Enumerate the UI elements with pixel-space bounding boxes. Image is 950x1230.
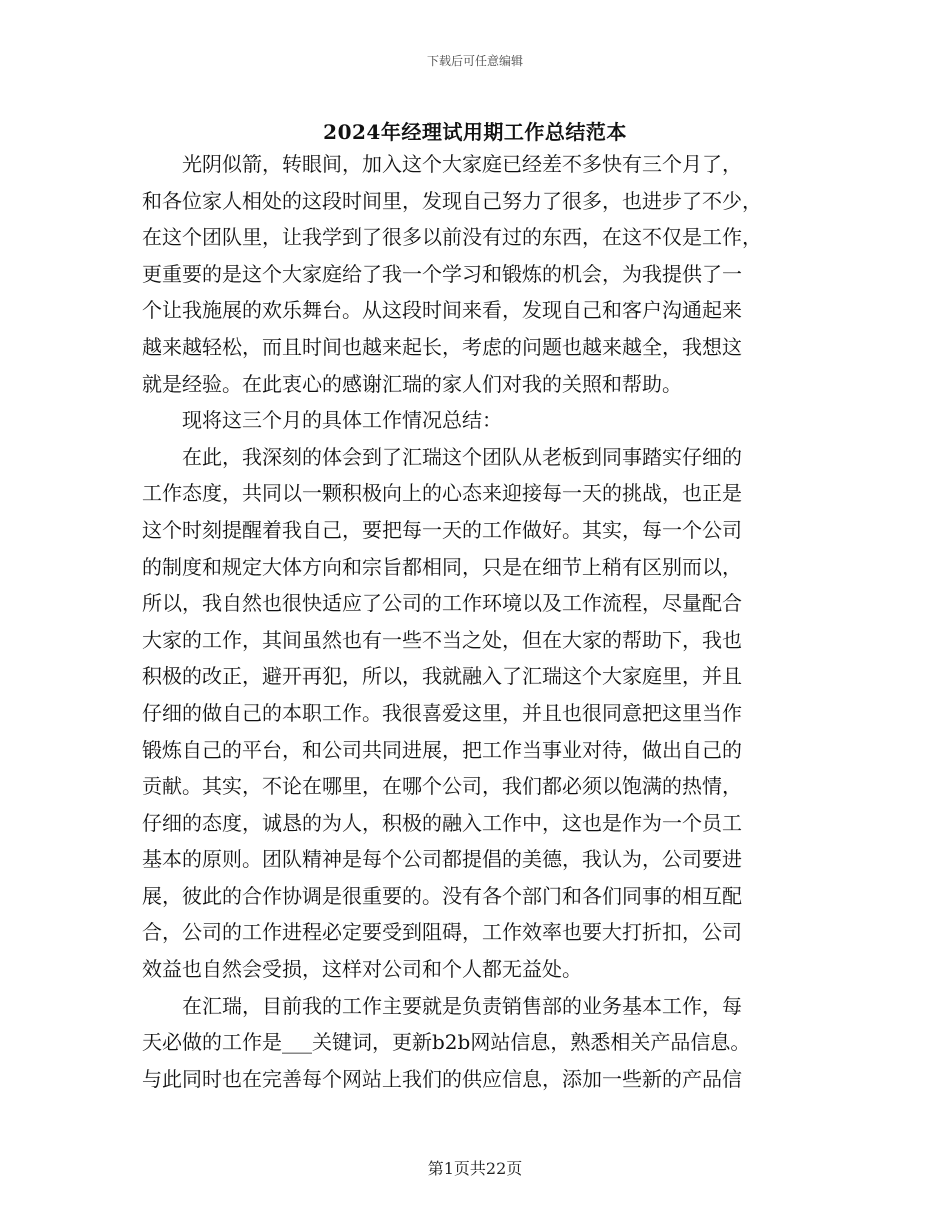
document-title: 2024年经理试用期工作总结范本 (323, 120, 627, 144)
text-line: 工作态度，共同以一颗积极向上的心态来迎接每一天的挑战，也正是 (142, 481, 742, 506)
text-line: 天必做的工作是___关键词，更新b2b网站信息，熟悉相关产品信息。 (142, 1030, 751, 1055)
text-line: 展，彼此的合作协调是很重要的。没有各个部门和各们同事的相互配 (142, 883, 742, 908)
text-line: 仔细的态度，诚恳的为人，积极的融入工作中，这也是作为一个员工 (142, 810, 742, 835)
text-line: 和各位家人相处的这段时间里，发现自己努力了很多，也进步了不少， (142, 188, 762, 213)
text-line: 的制度和规定大体方向和宗旨都相同，只是在细节上稍有区别而以， (142, 554, 742, 579)
text-line: 在这个团队里，让我学到了很多以前没有过的东西，在这不仅是工作， (142, 225, 762, 250)
paragraph (142, 439, 798, 988)
text-line: 合，公司的工作进程必定要受到阻碍，工作效率也要大打折扣，公司 (142, 920, 742, 945)
paragraph (142, 146, 798, 402)
text-line: 更重要的是这个大家庭给了我一个学习和锻炼的机会，为我提供了一 (142, 261, 742, 286)
text-line: 锻炼自己的平台，和公司共同进展，把工作当事业对待，做出自己的 (142, 737, 742, 762)
text-line: 积极的改正，避开再犯，所以，我就融入了汇瑞这个大家庭里，并且 (142, 664, 742, 689)
text-line: 就是经验。在此衷心的感谢汇瑞的家人们对我的关照和帮助。 (142, 371, 682, 396)
paragraph (142, 402, 798, 439)
text-line: 光阴似箭，转眼间，加入这个大家庭已经差不多快有三个月了， (182, 152, 742, 176)
page-header: 下载后可任意编辑 (426, 54, 523, 68)
text-line: 所以，我自然也很快适应了公司的工作环境以及工作流程，尽量配合 (142, 591, 742, 616)
text-line: 在汇瑞，目前我的工作主要就是负责销售部的业务基本工作，每 (182, 993, 742, 1018)
text-line: 这个时刻提醒着我自己，要把每一天的工作做好。其实，每一个公司 (142, 517, 742, 542)
text-line: 仔细的做自己的本职工作。我很喜爱这里，并且也很同意把这里当作 (142, 700, 742, 725)
text-line: 基本的原则。团队精神是每个公司都提倡的美德，我认为，公司要进 (142, 847, 742, 872)
text-line: 个让我施展的欢乐舞台。从这段时间来看，发现自己和客户沟通起来 (142, 298, 742, 323)
text-line: 现将这三个月的具体工作情况总结： (182, 408, 502, 433)
paragraph (142, 988, 798, 1098)
text-line: 大家的工作，其间虽然也有一些不当之处，但在大家的帮助下，我也 (142, 627, 742, 652)
text-line: 与此同时也在完善每个网站上我们的供应信息，添加一些新的产品信 (142, 1066, 742, 1091)
document-body (142, 146, 798, 1097)
page-footer: 第1页共22页 (427, 1159, 523, 1178)
text-line: 在此，我深刻的体会到了汇瑞这个团队从老板到同事踏实仔细的 (182, 444, 742, 469)
text-line: 贡献。其实，不论在哪里，在哪个公司，我们都必须以饱满的热情， (142, 774, 742, 799)
text-line: 越来越轻松，而且时间也越来起长，考虑的问题也越来越全，我想这 (142, 334, 742, 359)
text-line: 效益也自然会受损，这样对公司和个人都无益处。 (142, 957, 582, 982)
